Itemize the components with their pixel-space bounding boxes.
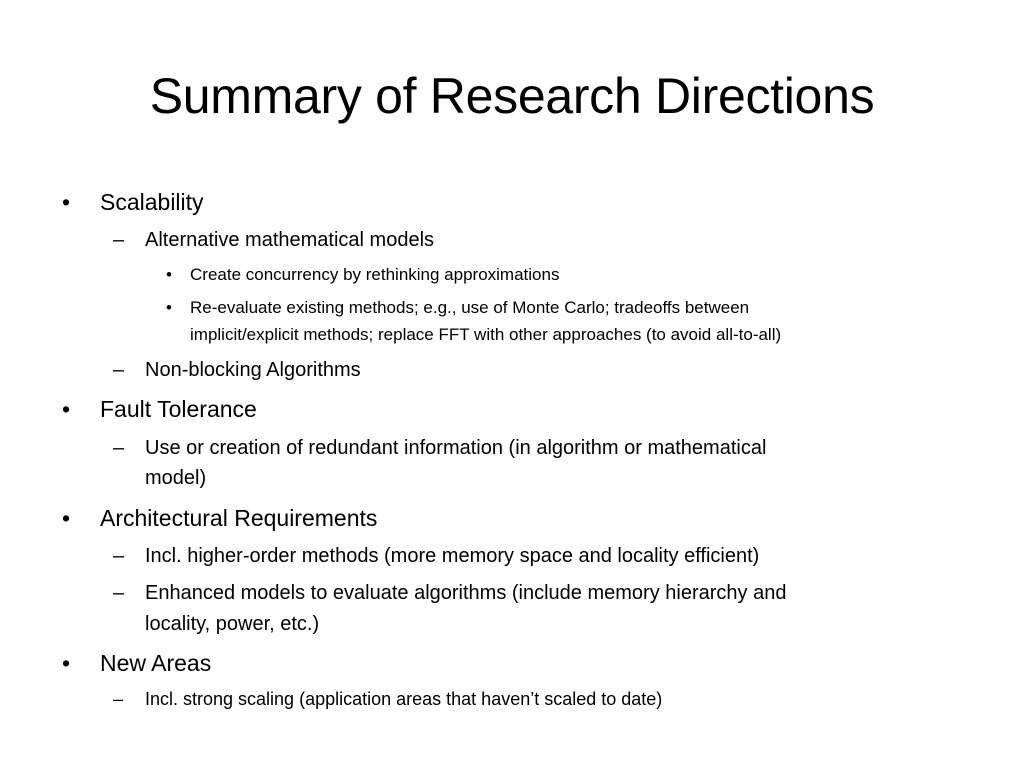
bullet-marker: • (62, 189, 71, 215)
bullet-marker: • (62, 396, 71, 422)
bullet-marker: • (166, 265, 172, 284)
subsubbullet-text: Create concurrency by rethinking approximations (190, 265, 560, 284)
bullet-text: New Areas (100, 650, 212, 676)
bullet-marker: • (62, 505, 71, 531)
dash-marker: – (113, 689, 124, 709)
subbullet-text-line1: Enhanced models to evaluate algorithms (include memory hierarchy and (145, 582, 787, 604)
dash-marker: – (113, 229, 125, 251)
subsubbullet-text-line1: Re-evaluate existing methods; e.g., use of Monte Carlo; tradeoffs between (190, 298, 750, 317)
subsubbullet-text-line2: implicit/explicit methods; replace FFT with other approaches (to avoid all-to-all) (190, 325, 782, 344)
bullet-marker: • (166, 298, 172, 317)
subbullet-text-line2: locality, power, etc.) (145, 613, 320, 635)
bullet-marker: • (62, 650, 71, 676)
bullet-text: Scalability (100, 189, 204, 215)
dash-marker: – (113, 437, 125, 459)
subbullet-text: Non-blocking Algorithms (145, 359, 361, 381)
slide-title: Summary of Research Directions (149, 68, 875, 124)
dash-marker: – (113, 545, 125, 567)
dash-marker: – (113, 582, 125, 604)
subbullet-text: Alternative mathematical models (145, 229, 435, 251)
subbullet-text-line1: Use or creation of redundant information (in algorithm or mathematical (145, 437, 767, 459)
bullet-text: Architectural Requirements (100, 505, 378, 531)
subbullet-text: Incl. higher-order methods (more memory space and locality efficient) (145, 545, 760, 567)
bullet-text: Fault Tolerance (100, 396, 257, 422)
dash-marker: – (113, 359, 125, 381)
subbullet-text-line2: model) (145, 467, 207, 489)
subbullet-text: Incl. strong scaling (application areas that haven’t scaled to date) (145, 689, 663, 709)
